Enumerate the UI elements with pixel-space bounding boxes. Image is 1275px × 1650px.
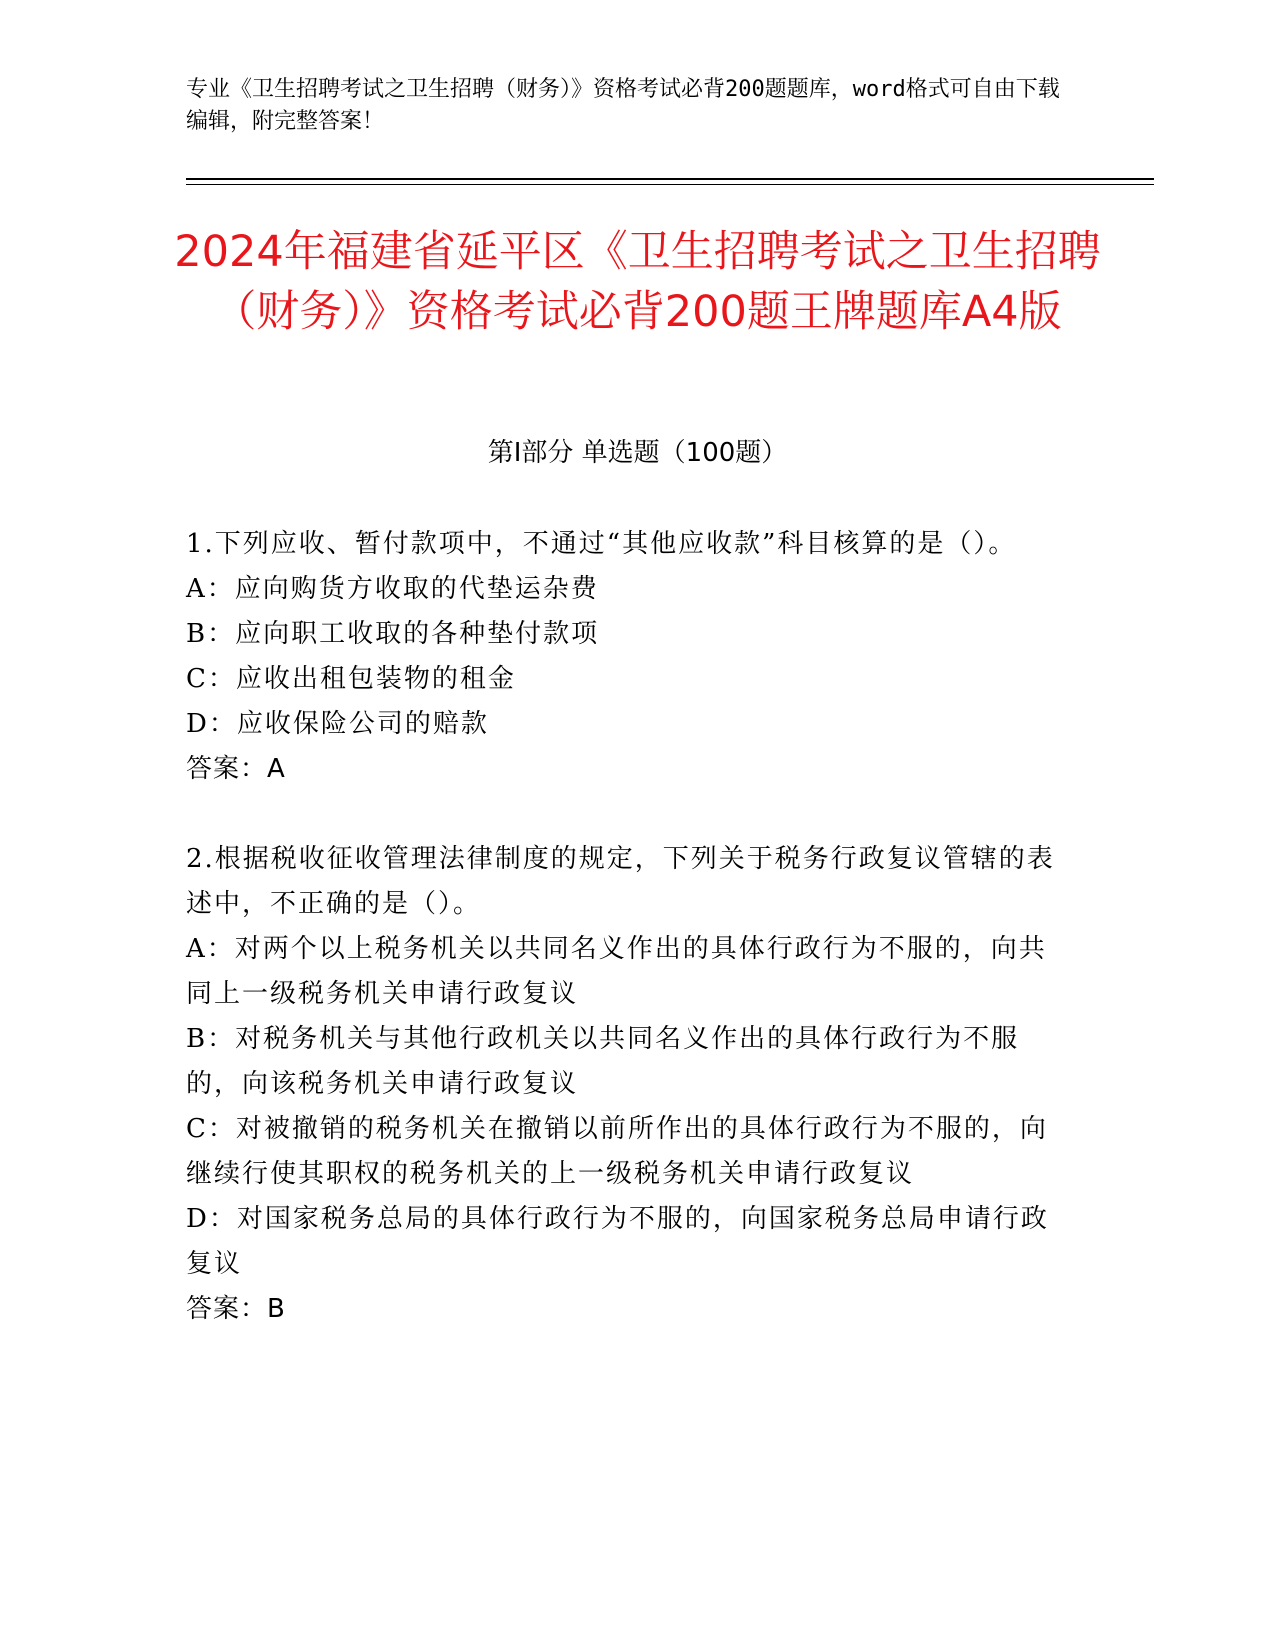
option-a: A：应向购货方收取的代垫运杂费: [186, 574, 599, 604]
header-divider-thick: [186, 178, 1154, 180]
option-c: C：应收出租包装物的租金: [186, 664, 516, 694]
option-b: B：应向职工收取的各种垫付款项: [186, 619, 600, 649]
answer-value: A: [267, 754, 286, 784]
option-c: C：对被撤销的税务机关在撤销以前所作出的具体行政行为不服的，向继续行使其职权的税务机关的上一级税务机关申请行政复议: [186, 1114, 1048, 1189]
header-divider-thin: [186, 184, 1154, 185]
question-item: [186, 837, 1066, 1332]
header-note: 专业《卫生招聘考试之卫生招聘（财务）》资格考试必背200题题库，word格式可自由下载编辑，附完整答案！: [186, 77, 1060, 134]
option-b: B：对税务机关与其他行政机关以共同名义作出的具体行政行为不服的，向该税务机关申请行政复议: [186, 1024, 1020, 1099]
answer-label: 答案：: [186, 1294, 268, 1324]
answer-value: B: [267, 1294, 286, 1324]
document-title: 2024年福建省延平区《卫生招聘考试之卫生招聘（财务）》资格考试必背200题王牌题库A4版: [174, 227, 1101, 337]
answer-label: 答案：: [186, 754, 268, 784]
question-stem: 1.下列应收、暂付款项中，不通过“其他应收款”科目核算的是（）。: [186, 529, 1017, 559]
option-d: D：对国家税务总局的具体行政行为不服的，向国家税务总局申请行政复议: [186, 1204, 1049, 1279]
question-list: [186, 522, 1066, 1377]
section-heading: 第Ⅰ部分 单选题（100题）: [487, 438, 788, 468]
option-d: D：应收保险公司的赔款: [186, 709, 489, 739]
question-stem: 2.根据税收征收管理法律制度的规定，下列关于税务行政复议管辖的表述中，不正确的是（）。: [186, 844, 1055, 919]
answer-line: [186, 1287, 1066, 1332]
question-item: [186, 522, 1066, 792]
option-a: A：对两个以上税务机关以共同名义作出的具体行政行为不服的，向共同上一级税务机关申请行政复议: [186, 934, 1047, 1009]
answer-line: [186, 747, 1066, 792]
